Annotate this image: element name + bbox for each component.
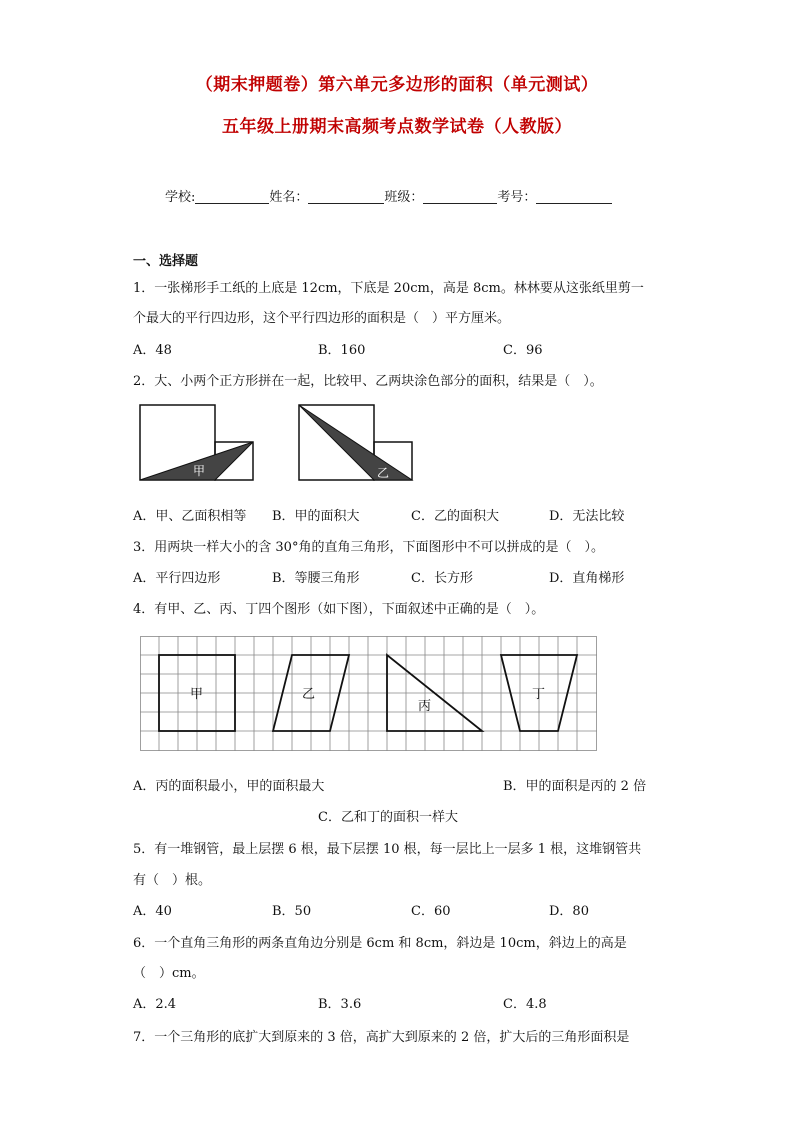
q1-line1: 1．一张梯形手工纸的上底是 12cm，下底是 20cm，高是 8cm。林林要从这张纸里剪一 — [133, 281, 644, 296]
q4-label-jia: 甲 — [190, 687, 204, 702]
q6-line1: 6．一个直角三角形的两条直角边分别是 6cm 和 8cm，斜边是 10cm，斜边上的高是 — [133, 936, 627, 951]
title-line-2: 五年级上册期末高频考点数学试卷（人教版） — [222, 117, 572, 137]
q4-label-ding: 丁 — [532, 687, 546, 702]
q4-option-c[interactable]: C．乙和丁的面积一样大 — [318, 810, 458, 825]
q5-option-b[interactable]: B．50 — [272, 904, 312, 919]
q7-line1: 7．一个三角形的底扩大到原来的 3 倍，高扩大到原来的 2 倍，扩大后的三角形面积是 — [133, 1030, 630, 1045]
q3-stem: 3．用两块一样大小的含 30°角的直角三角形，下面图形中不可以拼成的是（ ）。 — [133, 540, 604, 555]
q2-figure — [135, 400, 425, 485]
number-label: 考号： — [497, 190, 537, 205]
title-line-1: （期末押题卷）第六单元多边形的面积（单元测试） — [195, 75, 599, 95]
q2-option-d[interactable]: D．无法比较 — [549, 509, 625, 524]
q1-option-c[interactable]: C．96 — [503, 343, 543, 358]
q2-option-c[interactable]: C．乙的面积大 — [411, 509, 499, 524]
q4-option-a[interactable]: A．丙的面积最小，甲的面积最大 — [133, 779, 325, 794]
number-blank[interactable] — [536, 189, 612, 204]
q5-line2: 有（ ）根。 — [133, 873, 212, 888]
student-info — [165, 186, 612, 205]
name-label: 姓名： — [269, 190, 309, 205]
q3-option-b[interactable]: B．等腰三角形 — [272, 571, 360, 586]
q4-option-b[interactable]: B．甲的面积是丙的 2 倍 — [503, 779, 647, 794]
q5-option-d[interactable]: D．80 — [549, 904, 589, 919]
q2-stem: 2．大、小两个正方形拼在一起，比较甲、乙两块涂色部分的面积，结果是（ ）。 — [133, 374, 603, 389]
q4-grid — [140, 636, 597, 751]
q6-option-b[interactable]: B．3.6 — [318, 997, 362, 1012]
school-label: 学校: — [165, 190, 196, 205]
q4-label-bing: 丙 — [418, 699, 432, 714]
q3-option-a[interactable]: A．平行四边形 — [133, 571, 221, 586]
q2-option-b[interactable]: B．甲的面积大 — [272, 509, 360, 524]
q6-line2: （ ）cm。 — [133, 966, 205, 981]
q4-stem: 4．有甲、乙、丙、丁四个图形（如下图），下面叙述中正确的是（ ）。 — [133, 602, 545, 617]
q3-option-d[interactable]: D．直角梯形 — [549, 571, 625, 586]
q6-option-c[interactable]: C．4.8 — [503, 997, 547, 1012]
q5-option-c[interactable]: C．60 — [411, 904, 451, 919]
q4-grid-figure — [140, 636, 598, 752]
q5-line1: 5．有一堆钢管，最上层摆 6 根，最下层摆 10 根，每一层比上一层多 1 根，这堆钢管共 — [133, 842, 642, 857]
school-blank[interactable] — [195, 189, 269, 204]
q5-option-a[interactable]: A．40 — [133, 904, 172, 919]
name-blank[interactable] — [308, 189, 384, 204]
q1-option-b[interactable]: B．160 — [318, 343, 366, 358]
q4-label-yi: 乙 — [302, 687, 316, 702]
section-title: 一、选择题 — [133, 254, 199, 269]
q2-fig1-label: 甲 — [193, 464, 206, 478]
q1-option-a[interactable]: A．48 — [133, 343, 172, 358]
q2-option-a[interactable]: A．甲、乙面积相等 — [133, 509, 247, 524]
class-label: 班级： — [384, 190, 424, 205]
q1-line2: 个最大的平行四边形，这个平行四边形的面积是（ ）平方厘米。 — [133, 311, 511, 326]
q3-option-c[interactable]: C．长方形 — [411, 571, 473, 586]
q6-option-a[interactable]: A．2.4 — [133, 997, 177, 1012]
q2-fig2-label: 乙 — [377, 466, 390, 480]
class-blank[interactable] — [423, 189, 497, 204]
